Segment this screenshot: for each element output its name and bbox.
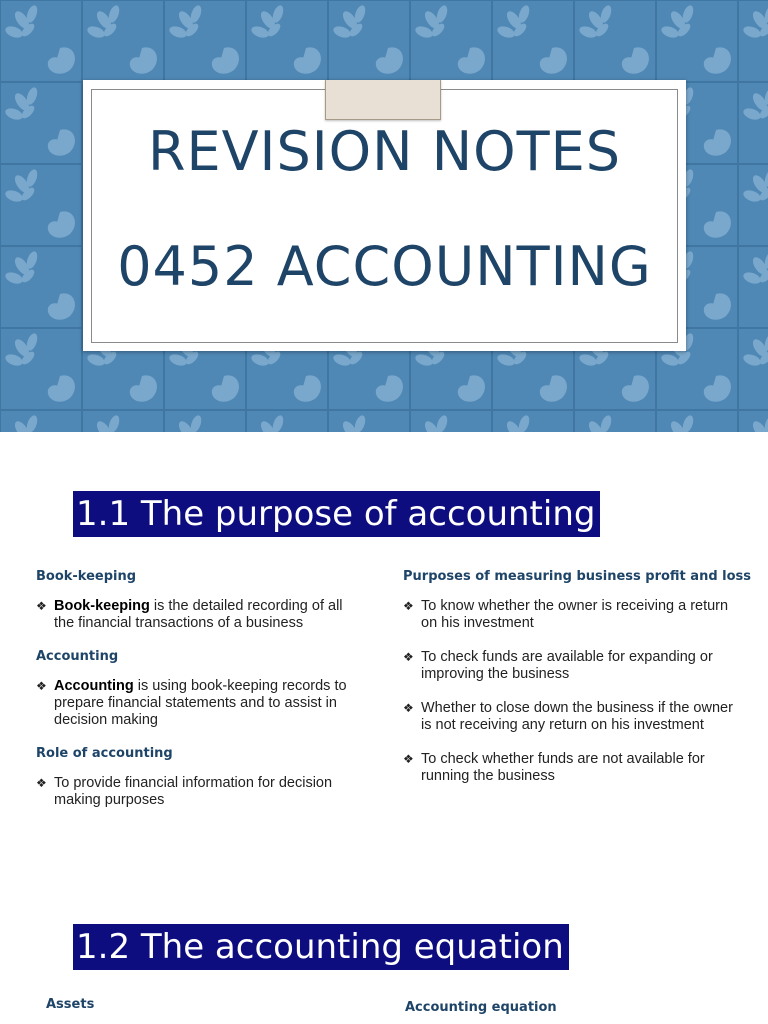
- section-heading-purpose: 1.1 The purpose of accounting: [73, 491, 600, 537]
- definition-accounting: is using book-keeping records to prepare financial statements and to assist in decision making: [54, 678, 347, 728]
- notes-left-column: [36, 569, 366, 826]
- title-line-revision-notes: REVISION NOTES: [147, 120, 622, 183]
- diamond-bullet-icon: ❖: [36, 679, 47, 693]
- section-heading-equation: 1.2 The accounting equation: [73, 924, 569, 970]
- diamond-bullet-icon: ❖: [36, 776, 47, 790]
- purpose-item: [403, 598, 743, 632]
- purpose-text: To know whether the owner is receiving a return on his investment: [421, 598, 729, 631]
- role-text: To provide financial information for decision making purposes: [54, 775, 333, 808]
- diamond-bullet-icon: ❖: [36, 599, 47, 613]
- diamond-bullet-icon: ❖: [403, 701, 414, 715]
- notes-right-column: [403, 569, 752, 802]
- diamond-bullet-icon: ❖: [403, 650, 414, 664]
- subhead-accounting: Accounting: [36, 649, 119, 664]
- subhead-role-of-accounting: Role of accounting: [36, 746, 173, 761]
- purpose-text: To check funds are available for expanding or improving the business: [421, 649, 713, 682]
- title-tab-decoration: [325, 80, 441, 120]
- term-accounting: Accounting: [54, 678, 134, 694]
- cover-banner: [0, 0, 768, 432]
- bullet-accounting: [36, 678, 366, 729]
- subhead-assets: Assets: [46, 997, 95, 1012]
- bullet-bookkeeping: [36, 598, 366, 632]
- purpose-item: [403, 700, 743, 734]
- subhead-accounting-equation: Accounting equation: [405, 1000, 557, 1015]
- purpose-item: [403, 649, 743, 683]
- title-card: [83, 80, 686, 351]
- purpose-text: To check whether funds are not available for running the business: [421, 751, 705, 784]
- diamond-bullet-icon: ❖: [403, 752, 414, 766]
- bullet-role: [36, 775, 366, 809]
- diamond-bullet-icon: ❖: [403, 599, 414, 613]
- purpose-text: Whether to close down the business if the owner is not receiving any return on his investment: [421, 700, 733, 733]
- term-bookkeeping: Book-keeping: [54, 598, 150, 614]
- definition-bookkeeping: is the detailed recording of all the financial transactions of a business: [54, 598, 343, 631]
- purpose-item: [403, 751, 743, 785]
- subhead-bookkeeping: Book-keeping: [36, 569, 137, 584]
- subhead-purposes-profit-loss: Purposes of measuring business profit and loss: [403, 569, 752, 584]
- title-line-course: 0452 ACCOUNTING: [117, 235, 652, 298]
